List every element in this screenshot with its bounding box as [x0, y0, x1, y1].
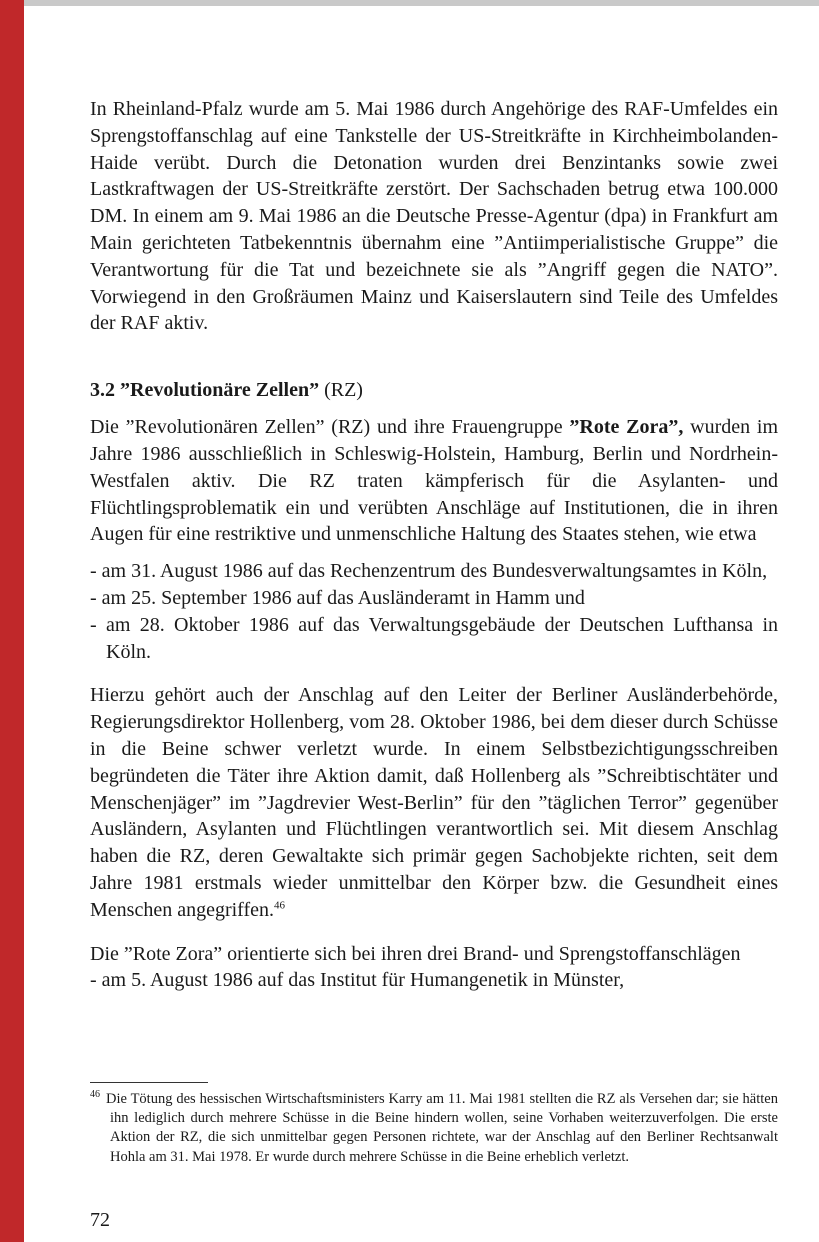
- footnote-number: 46: [90, 1089, 100, 1101]
- list-item: - am 25. September 1986 auf das Ausländeramt in Hamm und: [90, 586, 585, 609]
- spacer: [90, 924, 778, 941]
- paragraph-rz-intro: [90, 414, 778, 548]
- footnote-separator: [90, 1082, 208, 1083]
- page-left-margin-band: [0, 0, 24, 1242]
- section-heading-3-2: [90, 377, 778, 404]
- footnote-body: [90, 1090, 778, 1167]
- rote-zora-bold: ”Rote Zora”,: [569, 416, 684, 439]
- page-body: [90, 96, 778, 994]
- paragraph-rz-intro-rest: wurden im Jahre 1986 ausschließlich in Schleswig-Holstein, Hamburg, Berlin und Nordrhein-Westfalen aktiv. Die RZ traten kämpferisch für die Asylanten- und Flüchtlingsproblematik ein und verübten Anschläge auf Institutionen, die in ihren Augen für eine restriktive und unmenschliche Haltung des Staates stehen, wie etwa: [90, 416, 779, 546]
- list-item: - am 28. Oktober 1986 auf das Verwaltungsgebäude der Deutschen Lufthansa in Köln.: [90, 613, 778, 663]
- footnote-text: Die Tötung des hessischen Wirtschaftsministers Karry am 11. Mai 1981 stellten die RZ als Versehen dar; sie hätten ihn lediglich durch mehrere Schüsse in die Beine hindern wollen, seine Vorhaben weiterzuverfolgen. Die erste Aktion der RZ, die sich unmittelbar gegen Personen richtete, war der Anschlag auf den Berliner Rechtsanwalt Hohla am 31. Mai 1978. Er wurde durch mehrere Schüsse in die Beine erheblich verletzt.: [106, 1091, 778, 1165]
- page-number: 72: [90, 1209, 110, 1231]
- paragraph-hollenberg-text: Hierzu gehört auch der Anschlag auf den Leiter der Berliner Ausländerbehörde, Regierungsdirektor Hollenberg, vom 28. Oktober 1986, bei dem dieser durch Schüsse in die Beine schwer verletzt wurde. In einem Selbstbezichtigungsschreiben begründeten die Täter ihre Aktion damit, daß Hollenberg als ”Schreibtischtäter und Menschenjäger” im ”Jagdrevier West-Berlin” für den ”täglichen Terror” gegenüber Ausländern, Asylanten und Flüchtlingen verantwortlich sei. Mit diesem Anschlag haben die RZ, deren Gewaltakte sich primär gegen Sachobjekte richten, seit dem Jahre 1981 erstmals wieder unmittelbar den Körper bzw. die Gesundheit eines Menschen angegriffen.: [90, 684, 778, 921]
- paragraph-rote-zora: Die ”Rote Zora” orientierte sich bei ihren drei Brand- und Sprengstoffanschlägen: [90, 942, 741, 965]
- footnote-46: [90, 1090, 778, 1167]
- attack-list-rote-zora: [90, 967, 778, 994]
- spacer: [90, 665, 778, 682]
- spacer: [90, 337, 778, 377]
- page-top-edge: [0, 0, 819, 6]
- spacer: [90, 548, 778, 558]
- list-item: - am 31. August 1986 auf das Rechenzentrum des Bundesverwaltungsamtes in Köln,: [90, 560, 768, 583]
- spacer: [90, 404, 778, 414]
- list-item: - am 5. August 1986 auf das Institut für Humangenetik in Münster,: [90, 969, 625, 992]
- paragraph-rz-intro-start: Die ”Revolutionären Zellen” (RZ) und ihre Frauengruppe: [90, 416, 570, 439]
- footnote-reference[interactable]: 46: [274, 899, 286, 912]
- section-heading-bold: 3.2 ”Revolutionäre Zellen”: [90, 379, 320, 402]
- section-heading-abbrev: (RZ): [319, 379, 363, 402]
- attack-list-rz: [90, 558, 778, 665]
- paragraph-raf-rheinland-pfalz: In Rheinland-Pfalz wurde am 5. Mai 1986 durch Angehörige des RAF-Umfeldes ein Sprengstoffanschlag auf eine Tankstelle der US-Streitkräfte in Kirchheimbolanden-Haide verübt. Durch die Detonation wurden drei Benzintanks sowie zwei Lastkraftwagen der US-Streitkräfte zerstört. Der Sachschaden betrug etwa 100.000 DM. In einem am 9. Mai 1986 an die Deutsche Presse-Agentur (dpa) in Frankfurt am Main gerichteten Tatbekenntnis übernahm eine ”Antiimperialistische Gruppe” die Verantwortung für die Tat und bezeichnete sie als ”Angriff gegen die NATO”. Vorwiegend in den Großräumen Mainz und Kaiserslautern sind Teile des Umfeldes der RAF aktiv.: [90, 98, 778, 335]
- paragraph-hollenberg: [90, 682, 778, 923]
